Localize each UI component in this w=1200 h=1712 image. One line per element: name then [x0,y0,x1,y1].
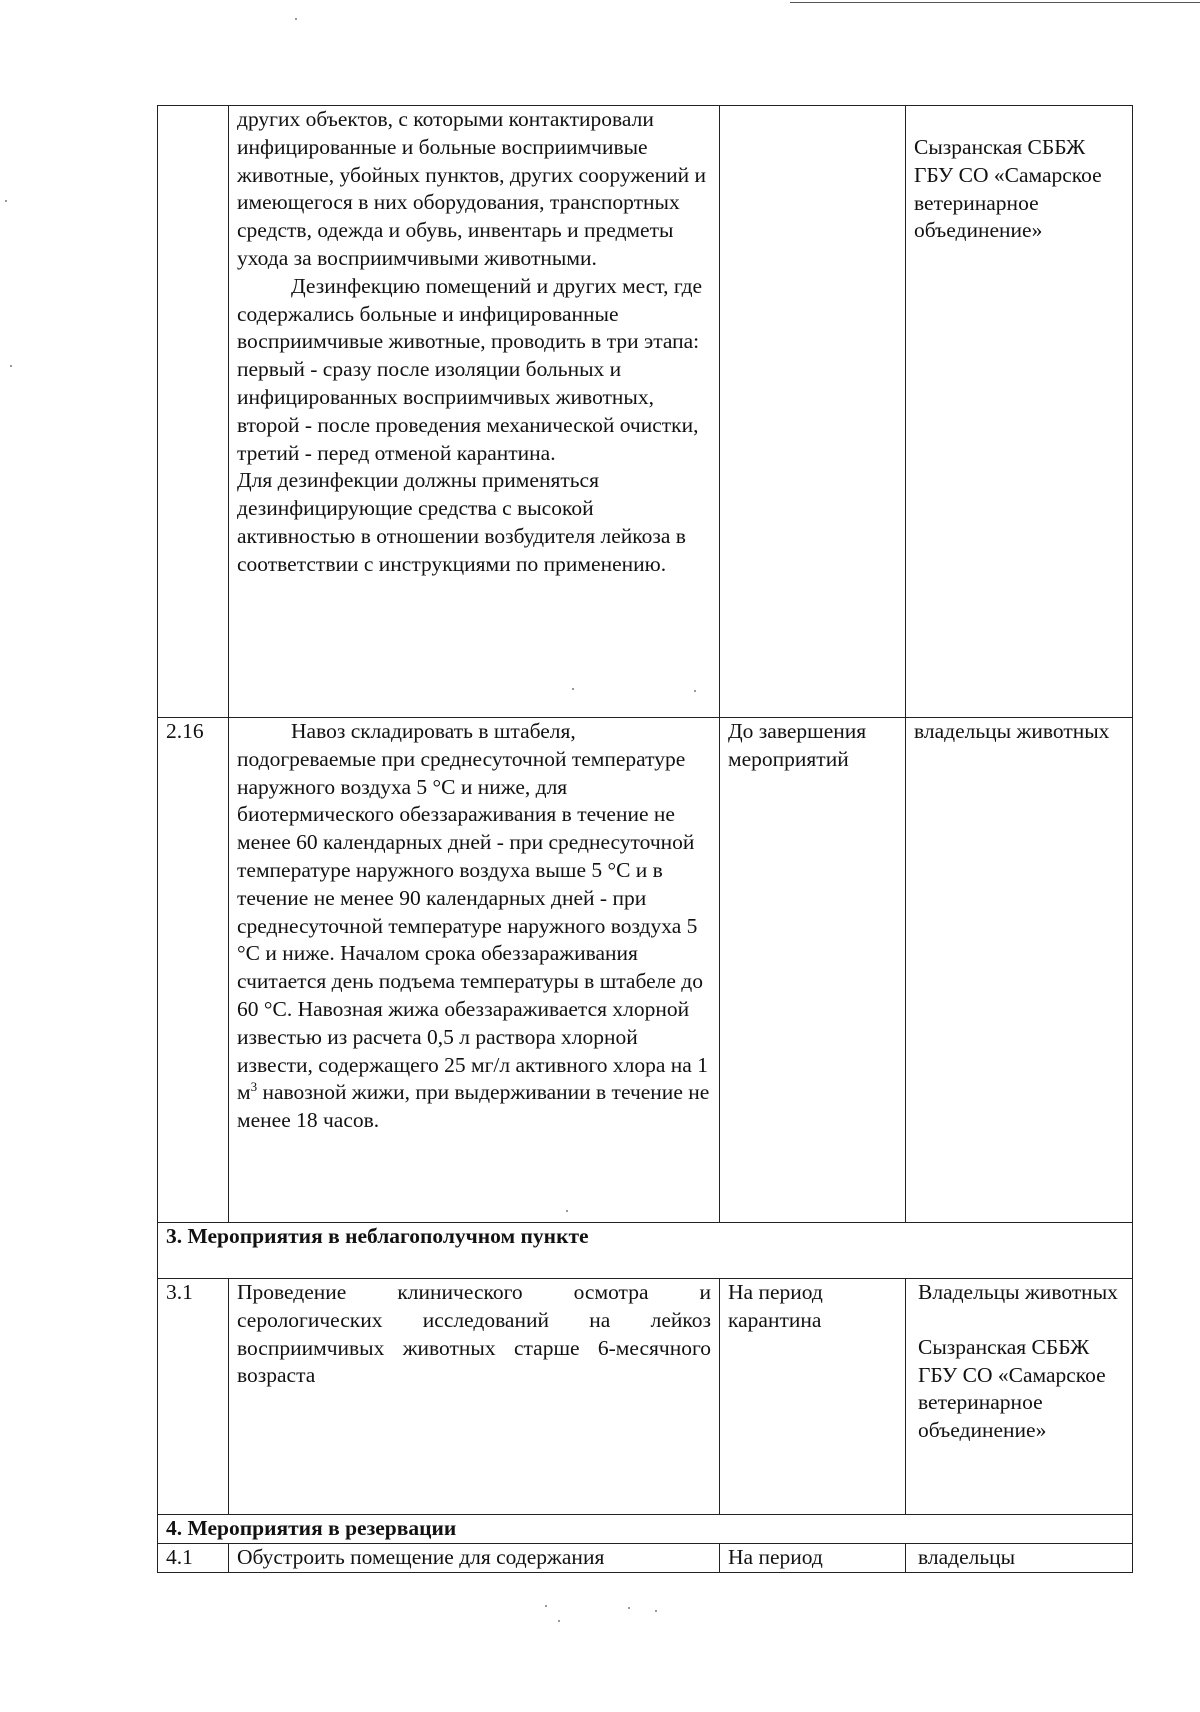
responsible-text: Владельцы животных [918,1280,1118,1304]
table-row [158,1279,1133,1515]
section-header-row [158,1515,1133,1544]
responsible-cell [906,1279,1133,1515]
section-header-row [158,1223,1133,1279]
responsible-text: Сызранская СББЖ ГБУ СО «Самарское ветеринарное объединение» [918,1334,1106,1443]
term-cell: На период карантина [720,1279,906,1515]
measure-text-tail: навозной жижи, при выдерживании в течение не менее 18 часов. [237,1080,710,1133]
scan-speck [545,1605,547,1607]
measure-paragraph [237,718,711,1135]
scan-speck [655,1610,657,1612]
scan-speck [5,200,7,202]
scan-speck [10,365,12,367]
table-row [158,718,1133,1223]
scan-speck [295,18,297,20]
responsible-cell: владельцы [906,1543,1133,1572]
term-cell [720,106,906,718]
measure-paragraph: Дезинфекцию помещений и других мест, где содержались больные и инфицированные восприимчивые животные, проводить в три этапа: первый - сразу после изоляции больных и инфицированных восприимчивых животных, второй - после проведения механической очистки, третий - перед отменой карантина. [237,273,703,465]
row-number [158,106,229,718]
responsible-cell [906,106,1133,718]
section-title: 3. Мероприятия в неблагополучном пункте [158,1223,1133,1279]
section-title: 4. Мероприятия в резервации [158,1515,1133,1544]
measure-text [229,718,720,1223]
measure-text-main: Проведение клинического осмотра и серологических исследований на лейкоз восприимчивых животных старше 6-месячного возраста [237,1280,711,1388]
term-cell: На период [720,1543,906,1572]
scan-speck [572,688,574,690]
scan-speck [558,1620,560,1622]
scan-speck [628,1607,630,1609]
table-row [158,106,1133,718]
measure-text [229,1279,720,1515]
measure-paragraph [237,1279,711,1390]
row-number: 3.1 [158,1279,229,1515]
measure-paragraph: Для дезинфекции должны применяться дезинфицирующие средства с высокой активностью в отношении возбудителя лейкоза в соответствии с инструкциями по применению. [237,468,686,576]
term-cell: До завершения мероприятий [720,718,906,1223]
top-edge-line [790,2,1200,3]
row-number: 4.1 [158,1543,229,1572]
row-number: 2.16 [158,718,229,1223]
measures-table [157,105,1133,1573]
table-row [158,1543,1133,1572]
superscript: 3 [250,1079,258,1095]
responsible-text: Сызранская СББЖ ГБУ СО «Самарское ветеринарное объединение» [914,135,1102,243]
measure-text-main: Навоз складировать в штабеля, подогреваемые при среднесуточной температуре наружного воздуха 5 °С и ниже, для биотермического обеззараживания в течение не менее 60 календарных дней - при среднесуточной температуре наружного воздуха выше 5 °С и в течение не менее 90 календарных дней - при среднесуточной температуре наружного воздуха 5 °С и ниже. Началом срока обеззараживания считается день подъема температуры в штабеле до 60 °С. Навозная жижа обеззараживается хлорной известью из расчета 0,5 л раствора хлорной извести, содержащего 25 мг/л активного хлора на 1 м [237,719,708,1105]
responsible-cell: владельцы животных [906,718,1133,1223]
measure-paragraph: других объектов, с которыми контактировали инфицированные и больные восприимчивые животные, убойных пунктов, других сооружений и имеющегося в них оборудования, транспортных средств, одежда и обувь, инвентарь и предметы ухода за восприимчивыми животными. [237,107,706,270]
measure-text [229,106,720,718]
scan-speck [566,1210,568,1212]
measure-text: Обустроить помещение для содержания [229,1543,720,1572]
scan-speck [694,690,696,692]
